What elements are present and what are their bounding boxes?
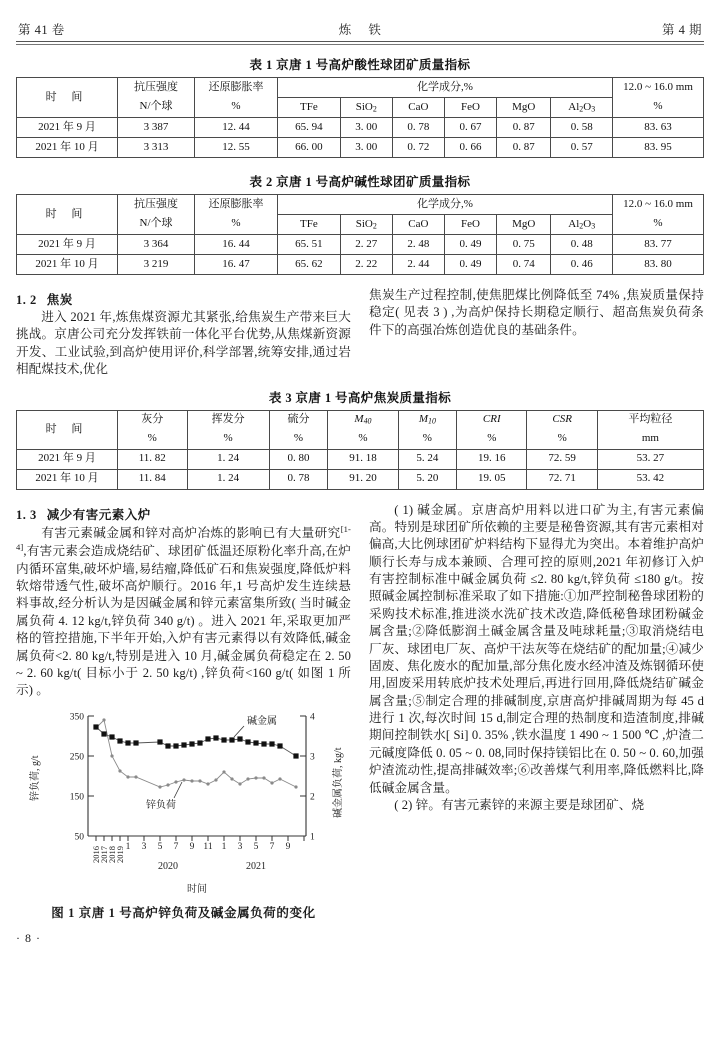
section-1-3-paragraph-right-1: ( 1) 碱金属。京唐高炉用料以进口矿为主,有害元素偏高。特别是球团矿所依赖的主要是秘鲁资源,其有害元素相对偏高,大比例球团矿炉料结构下显得尤为突出。本着维护高炉顺行长寿与成本兼顾、合理可控的原则,2021 年初修订入炉有害控制标准中碱金属负荷 ≤2. 80 kg/t,锌负荷 ≤180 g/t。按照碱金属控制标准采取了如下措施:①加严控制秘鲁球团粉的采购技术标准,推进淡水洗矿技术改造,降低秘鲁球团粉碱金属含量;②降低膨润土碱金属含量及吨球耗量;③取消烧结电厂灰、球团电厂灰、高炉干法灰等在烧结矿的配加量;④减少固废、焦化废水的配加量,部分焦化废水经冲渣及炼钢循环使用,固废采用转底炉技术处理后,再进行回用,降低烧结矿碱金属含量;⑤制定合理的排碱制度,京唐高炉排碱周期为每 45 d 进行 1 次,每次时间 15 d,制定合理的热制度和造渣制度,排碱期间控制铁水[ Si] 0. 35% ,铁水温度 1 490 ~ 1 500 ℃ ,炉渣二元碱度降低 0. 05 ~ 0. 08,同时保持镁铝比在 0. 50 ~ 0. 60,加强炉渣流动性,提高排碱效率;⑥改善煤气利用率,降低燃料比,降低碱金属含量。 [369, 502, 704, 795]
cell-mgo: 0. 74 [496, 255, 550, 275]
col-header-size-top: 12.0 ~ 16.0 mm [613, 78, 704, 98]
series-zinc-load-markers [94, 718, 297, 788]
cell-cri: 19. 05 [457, 469, 527, 489]
cell-sio2: 2. 22 [340, 255, 392, 275]
annotation-leader-zinc [174, 782, 182, 798]
cell-time: 2021 年 10 月 [17, 255, 118, 275]
xtick-m3b: 3 [237, 841, 243, 852]
xgroup-2021: 2021 [246, 860, 266, 872]
table-row [17, 78, 704, 98]
col-header-time: 时 间 [17, 78, 118, 118]
table-row [17, 98, 704, 118]
col-header-al2o3: $Al_2O_3$ [551, 215, 613, 235]
cell-swell: 16. 47 [195, 255, 278, 275]
section-1-2-heading [16, 290, 351, 308]
cell-sio2: 3. 00 [340, 138, 392, 158]
section-1-3-paragraph-left [16, 524, 351, 700]
annotation-leader-alkali [234, 726, 244, 737]
cell-al2o3: 0. 58 [551, 118, 613, 138]
col-header-chem-group: 化学成分,% [278, 195, 613, 215]
cell-ash: 11. 84 [118, 469, 188, 489]
cell-mgo: 0. 87 [496, 118, 550, 138]
xtick-m7: 7 [173, 841, 179, 852]
cell-cri: 19. 16 [457, 449, 527, 469]
col-header-feo: FeO [444, 215, 496, 235]
table-1 [16, 77, 704, 158]
xtick-m3: 3 [141, 841, 147, 852]
cell-size: 83. 77 [613, 235, 704, 255]
figure-1-chart [16, 706, 351, 896]
cell-ash: 11. 82 [118, 449, 188, 469]
col-header-swell-top: 还原膨胀率 [195, 195, 278, 215]
cell-strength: 3 219 [118, 255, 195, 275]
y-axis-right-tick-labels [310, 712, 315, 842]
section-1-3-paragraph-right-2: ( 2) 锌。有害元素锌的来源主要是球团矿、烧 [394, 797, 645, 812]
cell-volatile: 1. 24 [187, 469, 269, 489]
series-zinc-load-line [96, 720, 296, 787]
cell-swell: 12. 55 [195, 138, 278, 158]
cell-sulfur: 0. 78 [269, 469, 327, 489]
section-1-2-paragraph-left: 进入 2021 年,炼焦煤资源尤其紧张,给焦炭生产带来巨大挑战。京唐公司充分发挥铁前一体化平台优势,从焦煤新资源开发、工业试验,到高炉使用评价,科学部署,统筹安排,通过岩相配煤技术,优化 [16, 310, 351, 377]
col-header-tfe: TFe [278, 98, 341, 118]
xtick-m9b: 9 [285, 841, 291, 852]
col-header-feo: FeO [444, 98, 496, 118]
section-1-3-columns [16, 502, 704, 946]
running-head-issue: 第 4 期 [661, 23, 702, 37]
cell-swell: 12. 44 [195, 118, 278, 138]
cell-time: 2021 年 9 月 [17, 118, 118, 138]
header-divider [16, 41, 704, 45]
cell-time: 2021 年 10 月 [17, 469, 118, 489]
cell-feo: 0. 67 [444, 118, 496, 138]
cell-time: 2021 年 9 月 [17, 235, 118, 255]
table-2 [16, 194, 704, 275]
col-header-al2o3: $Al_2O_3$ [551, 98, 613, 118]
cell-strength: 3 364 [118, 235, 195, 255]
running-head-volume: 第 41 卷 [18, 23, 65, 37]
xtick-m9: 9 [189, 841, 195, 852]
annotation-zinc-load: 锌负荷 [146, 799, 176, 811]
col-header-mgo: MgO [496, 98, 550, 118]
col-header-cao: CaO [392, 98, 444, 118]
page-number: · 8 · [16, 930, 41, 945]
cell-m10: 5. 20 [398, 469, 456, 489]
col-header-sio2: SiO$_2$ [340, 215, 392, 235]
section-1-3-heading [16, 505, 351, 523]
cell-csr: 72. 71 [527, 469, 597, 489]
cell-m10: 5. 24 [398, 449, 456, 469]
section-1-2-number: 1. 2 [16, 293, 37, 307]
xtick-2017: 2017 [99, 845, 109, 863]
cell-cao: 0. 72 [392, 138, 444, 158]
col-header-size-bot: % [613, 215, 704, 235]
table-3 [16, 410, 704, 490]
xtick-m1: 1 [125, 841, 131, 852]
xtick-2019: 2019 [115, 845, 125, 863]
para-left-part-b: ,有害元素会造成烧结矿、球团矿低温还原粉化率升高,在炉内循环富集,破坏炉墙,易结瘤,降低矿石和焦炭强度,降低炉料软熔带透气性,破坏高炉顺行。2016 年,1 号高炉发生连续悬料事故,经分析认为是因碱金属和锌元素富集所致( 当时碱金属负荷 4. 12 kg/t,锌负荷 340 g/t) 。进入 2021 年,采取更加严格的管控措施,下半年开始,入炉有害元素得以有效降低,碱金属负荷<2. 80 kg/t,特别是进入 10 月,碱金属负荷稳定在 2. 50 ~ 2. 60 kg/t( 目标小于 2. 50 kg/t) ,锌负荷<160 g/t( 如图 1 所示) 。 [16, 544, 351, 698]
col-header-sulfur-unit: % [269, 430, 327, 450]
ytick-left-50: 50 [74, 832, 84, 843]
cell-sio2: 2. 27 [340, 235, 392, 255]
cell-al2o3: 0. 57 [551, 138, 613, 158]
figure-1 [16, 706, 351, 921]
ytick-left-150: 150 [69, 792, 84, 803]
xtick-m5: 5 [157, 841, 163, 852]
col-header-volatile: 挥发分 [187, 410, 269, 430]
col-header-m40: $M_{40}$ [328, 410, 398, 430]
para-left-part-a: 有害元素碱金属和锌对高炉冶炼的影响已有大量研究 [41, 525, 341, 540]
y-axis-left-title: 锌负荷, g/t [30, 755, 41, 801]
ytick-right-1: 1 [310, 832, 315, 843]
cell-sio2: 3. 00 [340, 118, 392, 138]
cell-feo: 0. 49 [444, 235, 496, 255]
y-axis-left-ticks [88, 716, 94, 836]
col-header-m10: $M_{10}$ [398, 410, 456, 430]
y-axis-right-ticks [300, 716, 306, 836]
ytick-right-3: 3 [310, 752, 315, 763]
table-1-title: 表 1 京唐 1 号高炉酸性球团矿质量指标 [249, 58, 471, 72]
col-header-volatile-unit: % [187, 430, 269, 450]
ytick-right-2: 2 [310, 792, 315, 803]
table-1-block [16, 55, 704, 158]
series-alkali-load-markers [93, 724, 298, 758]
col-header-size-bot: % [613, 98, 704, 118]
ytick-right-4: 4 [310, 712, 315, 723]
cell-feo: 0. 66 [444, 138, 496, 158]
x-axis-year-groups [158, 861, 266, 872]
col-header-time: 时 间 [17, 410, 118, 449]
col-header-swell-top: 还原膨胀率 [195, 78, 278, 98]
table-row [17, 235, 704, 255]
ytick-left-350: 350 [69, 712, 84, 723]
xtick-m5b: 5 [253, 841, 259, 852]
col-header-ash: 灰分 [118, 410, 188, 430]
figure-1-caption: 图 1 京唐 1 号高炉锌负荷及碱金属负荷的变化 [51, 905, 316, 920]
col-header-cao: CaO [392, 215, 444, 235]
cell-tfe: 66. 00 [278, 138, 341, 158]
y-axis-right-title: 碱金属负荷, kg/t [333, 747, 344, 818]
table-row [17, 430, 704, 450]
cell-tfe: 65. 62 [278, 255, 341, 275]
cell-al2o3: 0. 46 [551, 255, 613, 275]
table-row [17, 255, 704, 275]
x-axis-year-ticks [91, 846, 125, 863]
table-2-block [16, 172, 704, 275]
col-header-sulfur: 硫分 [269, 410, 327, 430]
cell-size: 83. 63 [613, 118, 704, 138]
citation-ref: [1-4] [16, 523, 351, 553]
column-left [16, 502, 351, 946]
col-header-strength-bot: N/个球 [118, 98, 195, 118]
col-header-m10-unit: % [398, 430, 456, 450]
cell-mgo: 0. 75 [496, 235, 550, 255]
cell-time: 2021 年 9 月 [17, 449, 118, 469]
col-header-sio2: SiO$_2$ [340, 98, 392, 118]
col-header-m40-unit: % [328, 430, 398, 450]
running-head-journal: 炼 铁 [338, 23, 388, 37]
cell-csr: 72. 59 [527, 449, 597, 469]
cell-m40: 91. 18 [328, 449, 398, 469]
column-right [369, 502, 704, 946]
ytick-left-250: 250 [69, 752, 84, 763]
cell-al2o3: 0. 48 [551, 235, 613, 255]
running-head [16, 0, 704, 41]
cell-feo: 0. 49 [444, 255, 496, 275]
table-2-title: 表 2 京唐 1 号高炉碱性球团矿质量指标 [249, 175, 471, 189]
cell-sulfur: 0. 80 [269, 449, 327, 469]
cell-time: 2021 年 10 月 [17, 138, 118, 158]
xtick-m11: 11 [203, 841, 213, 852]
col-header-swell-bot: % [195, 98, 278, 118]
x-axis-title: 时间 [187, 883, 207, 895]
col-header-avgsize-unit: mm [597, 430, 703, 450]
xgroup-2020: 2020 [158, 860, 178, 872]
annotation-alkali-metal: 碱金属 [247, 715, 277, 727]
col-header-chem-group: 化学成分,% [278, 78, 613, 98]
col-header-size-top: 12.0 ~ 16.0 mm [613, 195, 704, 215]
xtick-2018: 2018 [107, 845, 117, 863]
cell-m40: 91. 20 [328, 469, 398, 489]
cell-volatile: 1. 24 [187, 449, 269, 469]
table-row [17, 410, 704, 430]
cell-size: 83. 95 [613, 138, 704, 158]
section-1-2-title: 焦炭 [46, 293, 73, 307]
col-header-cri: CRI [457, 410, 527, 430]
section-1-3-number: 1. 3 [16, 507, 37, 522]
section-1-2-paragraph-right: 焦炭生产过程控制,使焦肥煤比例降低至 74% ,焦炭质量保持稳定( 见表 3 ) ,为高炉保持长期稳定顺行、超高焦炭负荷条件下的高强冶炼创造优良的基础条件。 [369, 288, 704, 337]
x-axis-month-ticks [126, 842, 291, 852]
section-1-3-title: 减少有害元素入炉 [46, 507, 151, 522]
cell-strength: 3 313 [118, 138, 195, 158]
cell-strength: 3 387 [118, 118, 195, 138]
col-header-avgsize: 平均粒径 [597, 410, 703, 430]
cell-cao: 0. 78 [392, 118, 444, 138]
cell-swell: 16. 44 [195, 235, 278, 255]
col-header-tfe: TFe [278, 215, 341, 235]
col-header-cri-unit: % [457, 430, 527, 450]
cell-cao: 2. 44 [392, 255, 444, 275]
table-row [17, 118, 704, 138]
xtick-2016: 2016 [91, 845, 101, 863]
cell-avgsize: 53. 42 [597, 469, 703, 489]
table-row [17, 469, 704, 489]
cell-tfe: 65. 51 [278, 235, 341, 255]
col-header-time: 时 间 [17, 195, 118, 235]
col-header-strength-top: 抗压强度 [118, 78, 195, 98]
table-3-title: 表 3 京唐 1 号高炉焦炭质量指标 [268, 390, 452, 405]
column-right [369, 287, 704, 379]
xtick-m1b: 1 [221, 841, 227, 852]
col-header-swell-bot: % [195, 215, 278, 235]
section-1-2-columns [16, 287, 704, 379]
xtick-m7b: 7 [269, 841, 275, 852]
col-header-csr: CSR [527, 410, 597, 430]
x-axis-ticks [96, 836, 304, 841]
column-left [16, 287, 351, 379]
table-row [17, 449, 704, 469]
cell-tfe: 65. 94 [278, 118, 341, 138]
table-row [17, 138, 704, 158]
cell-size: 83. 80 [613, 255, 704, 275]
table-row [17, 215, 704, 235]
col-header-strength-bot: N/个球 [118, 215, 195, 235]
cell-avgsize: 53. 27 [597, 449, 703, 469]
y-axis-left-tick-labels [70, 712, 85, 842]
cell-mgo: 0. 87 [496, 138, 550, 158]
col-header-csr-unit: % [527, 430, 597, 450]
cell-cao: 2. 48 [392, 235, 444, 255]
table-row [17, 195, 704, 215]
col-header-ash-unit: % [118, 430, 188, 450]
table-3-block [16, 388, 704, 490]
col-header-mgo: MgO [496, 215, 550, 235]
col-header-strength-top: 抗压强度 [118, 195, 195, 215]
